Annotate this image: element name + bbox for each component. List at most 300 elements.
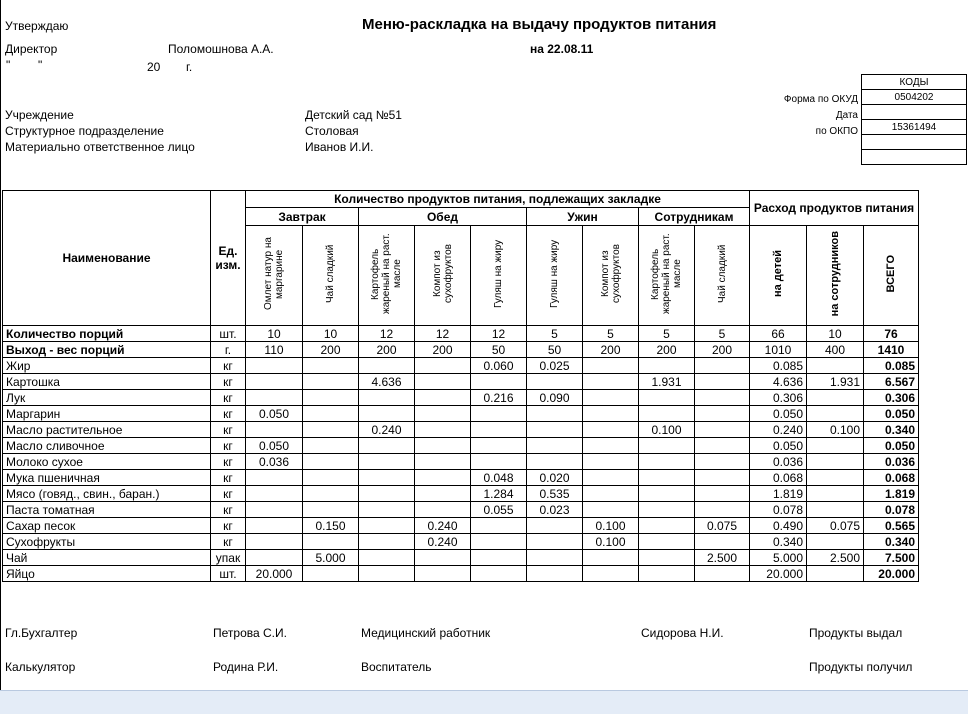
medic-label: Медицинский работник xyxy=(361,626,491,640)
product-value xyxy=(639,502,695,518)
product-name: Яйцо xyxy=(3,566,211,582)
weight-value: 200 xyxy=(415,342,471,358)
product-value xyxy=(583,566,639,582)
weight-value: 200 xyxy=(695,342,750,358)
product-value xyxy=(695,534,750,550)
unit-header: Ед. изм. xyxy=(211,191,246,326)
product-unit: шт. xyxy=(211,566,246,582)
product-value xyxy=(807,502,864,518)
product-value xyxy=(695,390,750,406)
weight-label: Выход - вес порций xyxy=(3,342,211,358)
weight-value: 1010 xyxy=(750,342,807,358)
product-value: 0.100 xyxy=(639,422,695,438)
product-value xyxy=(303,422,359,438)
dish-column-header xyxy=(359,226,415,326)
weight-value: 200 xyxy=(639,342,695,358)
portions-value: 10 xyxy=(807,326,864,342)
product-value: 2.500 xyxy=(807,550,864,566)
product-value xyxy=(246,486,303,502)
product-value xyxy=(639,486,695,502)
product-value xyxy=(527,454,583,470)
dish-column-label: Чай сладкий xyxy=(716,244,728,304)
product-value xyxy=(246,470,303,486)
table-row xyxy=(3,438,919,454)
product-value xyxy=(527,406,583,422)
product-value xyxy=(695,486,750,502)
product-name: Сухофрукты xyxy=(3,534,211,550)
table-row xyxy=(3,454,919,470)
product-value: 0.036 xyxy=(246,454,303,470)
product-value xyxy=(415,390,471,406)
page-title: Меню-раскладка на выдачу продуктов питания xyxy=(362,16,717,33)
product-unit: кг xyxy=(211,454,246,470)
product-value: 4.636 xyxy=(750,374,807,390)
product-value xyxy=(695,470,750,486)
name-header: Наименование xyxy=(3,191,211,326)
product-value xyxy=(303,566,359,582)
product-value xyxy=(415,566,471,582)
product-value xyxy=(471,406,527,422)
product-value: 20.000 xyxy=(246,566,303,582)
product-value: 0.060 xyxy=(471,358,527,374)
product-value xyxy=(246,534,303,550)
menu-table xyxy=(2,190,919,582)
product-name: Мясо (говяд., свин., баран.) xyxy=(3,486,211,502)
product-value xyxy=(695,358,750,374)
product-value: 0.306 xyxy=(864,390,919,406)
product-value: 0.100 xyxy=(583,534,639,550)
product-value xyxy=(359,454,415,470)
product-value: 0.085 xyxy=(750,358,807,374)
accountant-name: Петрова С.И. xyxy=(213,626,287,640)
portions-label: Количество порций xyxy=(3,326,211,342)
product-value xyxy=(527,566,583,582)
quote-open: " xyxy=(6,58,11,72)
table-row xyxy=(3,422,919,438)
product-value xyxy=(359,534,415,550)
product-value xyxy=(583,550,639,566)
product-value xyxy=(303,486,359,502)
portions-value: 10 xyxy=(303,326,359,342)
product-value xyxy=(246,502,303,518)
dish-column-header xyxy=(639,226,695,326)
product-unit: кг xyxy=(211,438,246,454)
product-value xyxy=(359,390,415,406)
quantity-header: Количество продуктов питания, подлежащих закладке xyxy=(246,191,750,208)
product-value: 0.090 xyxy=(527,390,583,406)
product-value: 0.020 xyxy=(527,470,583,486)
product-value xyxy=(303,454,359,470)
okpo-code: 15361494 xyxy=(862,120,967,135)
codes-title: КОДЫ xyxy=(862,75,967,90)
product-value xyxy=(583,486,639,502)
product-value xyxy=(471,566,527,582)
approve-label: Утверждаю xyxy=(5,19,69,33)
product-value xyxy=(527,534,583,550)
products-received-label: Продукты получил xyxy=(809,660,913,674)
portions-value: 5 xyxy=(639,326,695,342)
table-row xyxy=(3,566,919,582)
product-name: Лук xyxy=(3,390,211,406)
dish-column-label: Гуляш на жиру xyxy=(549,239,560,309)
weight-value: 110 xyxy=(246,342,303,358)
portions-value: 12 xyxy=(471,326,527,342)
product-value xyxy=(415,422,471,438)
product-value xyxy=(415,358,471,374)
product-value: 4.636 xyxy=(359,374,415,390)
product-value: 0.050 xyxy=(246,438,303,454)
dish-column-header xyxy=(415,226,471,326)
product-name: Чай xyxy=(3,550,211,566)
product-value: 1.819 xyxy=(864,486,919,502)
table-row xyxy=(3,470,919,486)
product-value: 0.025 xyxy=(527,358,583,374)
product-value xyxy=(807,534,864,550)
product-value xyxy=(639,438,695,454)
product-value xyxy=(527,550,583,566)
product-value: 0.075 xyxy=(807,518,864,534)
horizontal-scrollbar[interactable] xyxy=(0,690,968,714)
product-value xyxy=(303,358,359,374)
product-value: 0.078 xyxy=(864,502,919,518)
table-row xyxy=(3,406,919,422)
product-value xyxy=(359,470,415,486)
code-empty-2 xyxy=(862,150,967,165)
year-suffix: г. xyxy=(186,60,193,74)
product-value: 0.050 xyxy=(864,406,919,422)
product-value: 0.565 xyxy=(864,518,919,534)
product-value xyxy=(695,566,750,582)
product-value xyxy=(583,358,639,374)
product-value: 0.023 xyxy=(527,502,583,518)
product-name: Масло растительное xyxy=(3,422,211,438)
product-value xyxy=(246,358,303,374)
product-value: 0.240 xyxy=(750,422,807,438)
product-value xyxy=(639,534,695,550)
weight-value: 200 xyxy=(303,342,359,358)
product-value xyxy=(807,566,864,582)
product-value xyxy=(246,550,303,566)
code-empty-1 xyxy=(862,135,967,150)
product-value xyxy=(807,486,864,502)
product-value: 5.000 xyxy=(303,550,359,566)
dish-column-header xyxy=(583,226,639,326)
table-row xyxy=(3,534,919,550)
weight-value: 200 xyxy=(583,342,639,358)
weight-value: 50 xyxy=(527,342,583,358)
product-value: 5.000 xyxy=(750,550,807,566)
dish-column-label: Картофель жареный на раст. масле xyxy=(650,233,683,315)
consumption-column-label: на сотрудников xyxy=(829,231,841,317)
product-value: 0.068 xyxy=(864,470,919,486)
product-value xyxy=(471,374,527,390)
product-value xyxy=(471,550,527,566)
product-value xyxy=(471,454,527,470)
product-value: 0.240 xyxy=(415,518,471,534)
dish-column-header xyxy=(695,226,750,326)
product-value xyxy=(695,454,750,470)
product-value: 0.050 xyxy=(750,406,807,422)
product-unit: кг xyxy=(211,358,246,374)
product-value: 0.340 xyxy=(864,534,919,550)
product-value: 20.000 xyxy=(750,566,807,582)
year-prefix: 20 xyxy=(147,60,161,74)
product-value xyxy=(807,454,864,470)
product-value xyxy=(583,406,639,422)
product-name: Жир xyxy=(3,358,211,374)
table-row xyxy=(3,502,919,518)
product-value: 0.240 xyxy=(415,534,471,550)
product-value xyxy=(415,454,471,470)
table-row xyxy=(3,550,919,566)
portions-value: 76 xyxy=(864,326,919,342)
portions-value: 5 xyxy=(583,326,639,342)
product-value xyxy=(695,374,750,390)
product-name: Мука пшеничная xyxy=(3,470,211,486)
institution-label: Учреждение xyxy=(5,108,74,122)
portions-value: 12 xyxy=(415,326,471,342)
table-row xyxy=(3,374,919,390)
product-value xyxy=(527,438,583,454)
weight-unit: г. xyxy=(211,342,246,358)
product-value xyxy=(583,438,639,454)
product-value xyxy=(527,422,583,438)
product-value: 20.000 xyxy=(864,566,919,582)
product-value xyxy=(415,406,471,422)
product-unit: кг xyxy=(211,422,246,438)
group-lunch: Обед xyxy=(359,208,527,226)
product-unit: кг xyxy=(211,470,246,486)
group-staff: Сотрудникам xyxy=(639,208,750,226)
product-value xyxy=(359,518,415,534)
okud-code: 0504202 xyxy=(862,90,967,105)
consumption-column-label: на детей xyxy=(772,250,784,298)
product-value xyxy=(415,438,471,454)
product-value: 0.535 xyxy=(527,486,583,502)
product-value: 0.216 xyxy=(471,390,527,406)
table-row xyxy=(3,486,919,502)
product-value xyxy=(415,470,471,486)
educator-label: Воспитатель xyxy=(361,660,432,674)
product-value xyxy=(639,470,695,486)
product-value xyxy=(359,406,415,422)
portions-value: 66 xyxy=(750,326,807,342)
product-value xyxy=(359,502,415,518)
portions-value: 10 xyxy=(246,326,303,342)
product-name: Картошка xyxy=(3,374,211,390)
product-value: 0.055 xyxy=(471,502,527,518)
product-name: Молоко сухое xyxy=(3,454,211,470)
responsible-label: Материально ответственное лицо xyxy=(5,140,195,154)
product-value: 0.036 xyxy=(864,454,919,470)
product-value xyxy=(415,550,471,566)
product-unit: кг xyxy=(211,486,246,502)
product-value xyxy=(303,390,359,406)
responsible-value: Иванов И.И. xyxy=(305,140,374,154)
product-value xyxy=(807,470,864,486)
product-value xyxy=(695,438,750,454)
product-value: 2.500 xyxy=(695,550,750,566)
product-value: 0.075 xyxy=(695,518,750,534)
product-value xyxy=(303,534,359,550)
product-unit: кг xyxy=(211,502,246,518)
product-value xyxy=(695,406,750,422)
product-value xyxy=(303,470,359,486)
portions-value: 5 xyxy=(527,326,583,342)
product-value xyxy=(527,374,583,390)
dish-column-label: Компот из сухофруктов xyxy=(599,244,622,304)
product-value: 0.085 xyxy=(864,358,919,374)
product-value xyxy=(583,374,639,390)
okpo-label: по ОКПО xyxy=(815,126,858,137)
product-value xyxy=(639,454,695,470)
products-issued-label: Продукты выдал xyxy=(809,626,903,640)
product-value xyxy=(639,406,695,422)
product-value xyxy=(807,406,864,422)
product-value xyxy=(695,502,750,518)
product-value: 0.340 xyxy=(750,534,807,550)
product-value xyxy=(415,502,471,518)
portions-unit: шт. xyxy=(211,326,246,342)
product-value xyxy=(807,358,864,374)
product-value xyxy=(415,374,471,390)
dish-column-header xyxy=(527,226,583,326)
product-value: 7.500 xyxy=(864,550,919,566)
dish-column-header xyxy=(303,226,359,326)
product-unit: кг xyxy=(211,534,246,550)
okud-label: Форма по ОКУД xyxy=(783,94,858,105)
product-value xyxy=(639,550,695,566)
weight-value: 1410 xyxy=(864,342,919,358)
product-name: Масло сливочное xyxy=(3,438,211,454)
institution-value: Детский сад №51 xyxy=(305,108,402,122)
product-value xyxy=(807,438,864,454)
consumption-column-header xyxy=(864,226,919,326)
dish-column-label: Картофель жареный на раст. масле xyxy=(370,233,403,315)
weight-value: 200 xyxy=(359,342,415,358)
department-label: Структурное подразделение xyxy=(5,124,164,138)
menu-date: на 22.08.11 xyxy=(530,42,594,56)
product-value: 1.284 xyxy=(471,486,527,502)
product-value xyxy=(359,566,415,582)
table-row xyxy=(3,390,919,406)
dish-column-header xyxy=(246,226,303,326)
product-value xyxy=(639,358,695,374)
product-value xyxy=(807,390,864,406)
product-value xyxy=(303,502,359,518)
director-label: Директор xyxy=(5,42,58,56)
product-value xyxy=(583,422,639,438)
group-dinner: Ужин xyxy=(527,208,639,226)
product-value xyxy=(471,534,527,550)
product-value xyxy=(639,518,695,534)
product-value xyxy=(527,518,583,534)
weight-value: 400 xyxy=(807,342,864,358)
product-value xyxy=(471,422,527,438)
director-name: Поломошнова А.А. xyxy=(168,42,274,56)
date-code xyxy=(862,105,967,120)
dish-column-header xyxy=(471,226,527,326)
dish-column-label: Омлет натур на маргарине xyxy=(263,237,285,311)
consumption-header: Расход продуктов питания xyxy=(750,191,919,226)
product-value xyxy=(359,550,415,566)
product-value: 1.819 xyxy=(750,486,807,502)
product-unit: кг xyxy=(211,406,246,422)
sheet-left-border xyxy=(0,0,1,713)
dish-column-label: Чай сладкий xyxy=(325,244,336,304)
product-value: 6.567 xyxy=(864,374,919,390)
product-value: 0.306 xyxy=(750,390,807,406)
product-value: 0.078 xyxy=(750,502,807,518)
product-value xyxy=(246,518,303,534)
product-value xyxy=(583,390,639,406)
department-value: Столовая xyxy=(305,124,359,138)
product-value xyxy=(303,374,359,390)
product-unit: кг xyxy=(211,374,246,390)
portions-value: 5 xyxy=(695,326,750,342)
product-value: 0.050 xyxy=(750,438,807,454)
quote-close: " xyxy=(38,58,43,72)
product-value: 0.340 xyxy=(864,422,919,438)
product-value xyxy=(583,454,639,470)
product-value: 0.050 xyxy=(864,438,919,454)
calculator-name: Родина Р.И. xyxy=(213,660,279,674)
table-row xyxy=(3,358,919,374)
product-name: Сахар песок xyxy=(3,518,211,534)
consumption-column-label: ВСЕГО xyxy=(885,255,897,293)
product-value xyxy=(359,486,415,502)
table-row xyxy=(3,518,919,534)
product-value xyxy=(359,438,415,454)
codes-table xyxy=(861,74,967,165)
product-value: 0.100 xyxy=(807,422,864,438)
product-value xyxy=(471,518,527,534)
group-breakfast: Завтрак xyxy=(246,208,359,226)
product-value: 0.240 xyxy=(359,422,415,438)
product-name: Паста томатная xyxy=(3,502,211,518)
product-value: 0.048 xyxy=(471,470,527,486)
weight-value: 50 xyxy=(471,342,527,358)
consumption-column-header xyxy=(750,226,807,326)
product-value: 0.490 xyxy=(750,518,807,534)
accountant-label: Гл.Бухгалтер xyxy=(5,626,78,640)
product-unit: кг xyxy=(211,518,246,534)
product-value: 1.931 xyxy=(639,374,695,390)
product-value: 0.100 xyxy=(583,518,639,534)
product-value xyxy=(303,406,359,422)
product-value xyxy=(359,358,415,374)
product-value xyxy=(471,438,527,454)
consumption-column-header xyxy=(807,226,864,326)
calculator-label: Калькулятор xyxy=(5,660,76,674)
product-value: 0.068 xyxy=(750,470,807,486)
portions-value: 12 xyxy=(359,326,415,342)
product-unit: кг xyxy=(211,390,246,406)
dish-column-label: Компот из сухофруктов xyxy=(431,244,454,304)
date-label: Дата xyxy=(835,110,858,121)
product-value xyxy=(639,390,695,406)
product-value xyxy=(415,486,471,502)
product-value xyxy=(583,470,639,486)
product-value xyxy=(583,502,639,518)
product-name: Маргарин xyxy=(3,406,211,422)
product-value: 1.931 xyxy=(807,374,864,390)
product-value xyxy=(303,438,359,454)
product-value xyxy=(246,422,303,438)
product-value xyxy=(246,390,303,406)
product-value: 0.150 xyxy=(303,518,359,534)
product-unit: упак xyxy=(211,550,246,566)
